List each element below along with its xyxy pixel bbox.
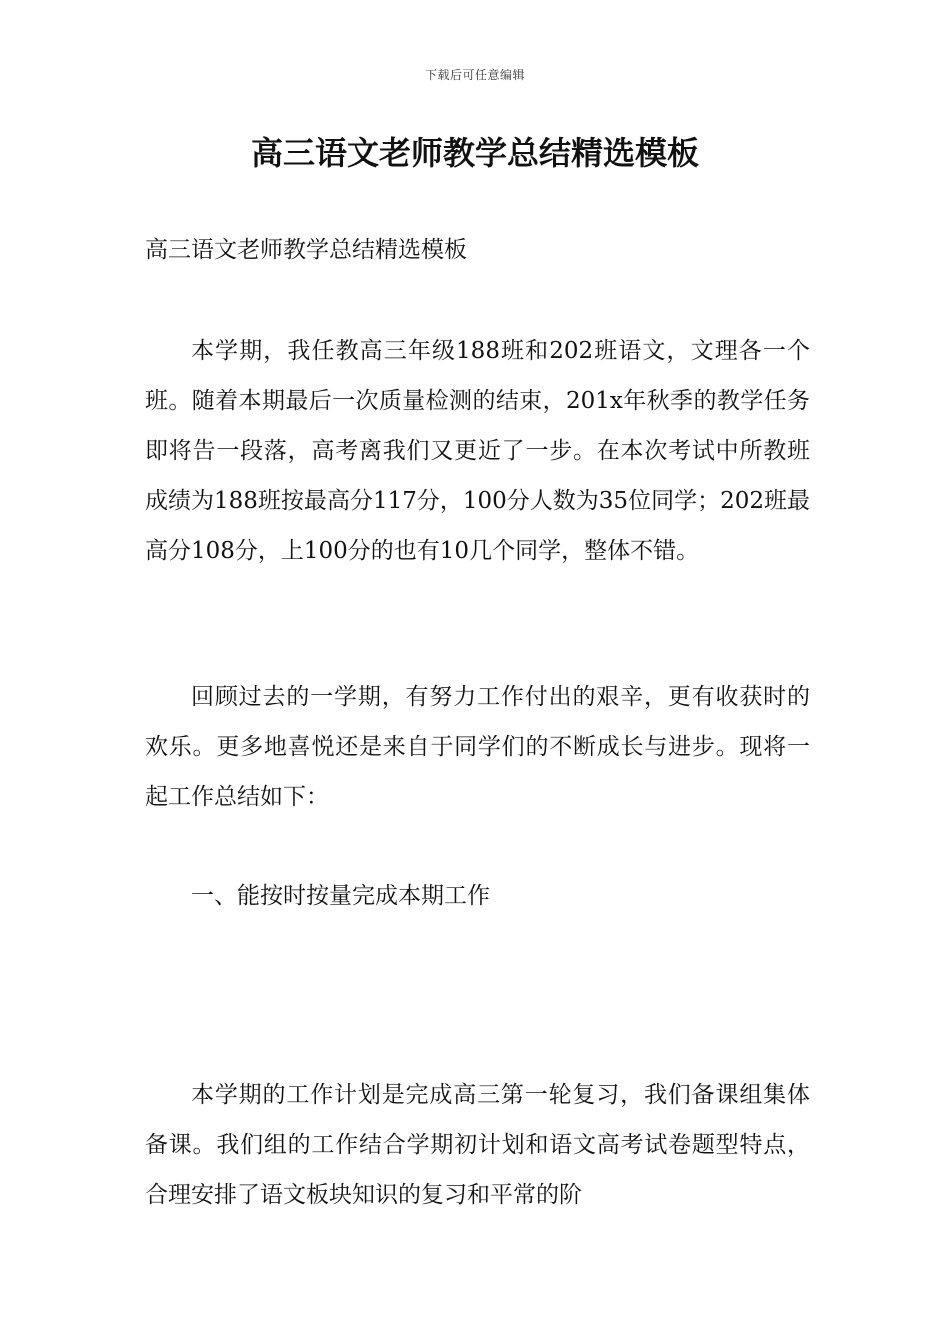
paragraph-1: 本学期，我任教高三年级188班和202班语文，文理各一个班。随着本期最后一次质量检测的结束，201x年秋季的教学任务即将告一段落，高考离我们又更近了一步。在本次考试中所教班成绩为188班按最高分117分，100分人数为35位同学；202班最高分108分，上100分的也有10几个同学，整体不错。	[145, 338, 810, 564]
document-title: 高三语文老师教学总结精选模板	[250, 134, 699, 172]
header-note: 下载后可任意编辑	[424, 68, 525, 82]
section-heading: 一、能按时按量完成本期工作	[191, 883, 490, 909]
document-subtitle: 高三语文老师教学总结精选模板	[145, 237, 467, 263]
paragraph-2: 回顾过去的一学期，有努力工作付出的艰辛，更有收获时的欢乐。更多地喜悦还是来自于同学们的不断成长与进步。现将一起工作总结如下：	[145, 684, 810, 810]
paragraph-3: 本学期的工作计划是完成高三第一轮复习，我们备课组集体备课。我们组的工作结合学期初计划和语文高考试卷题型特点，合理安排了语文板块知识的复习和平常的阶	[145, 1082, 810, 1208]
